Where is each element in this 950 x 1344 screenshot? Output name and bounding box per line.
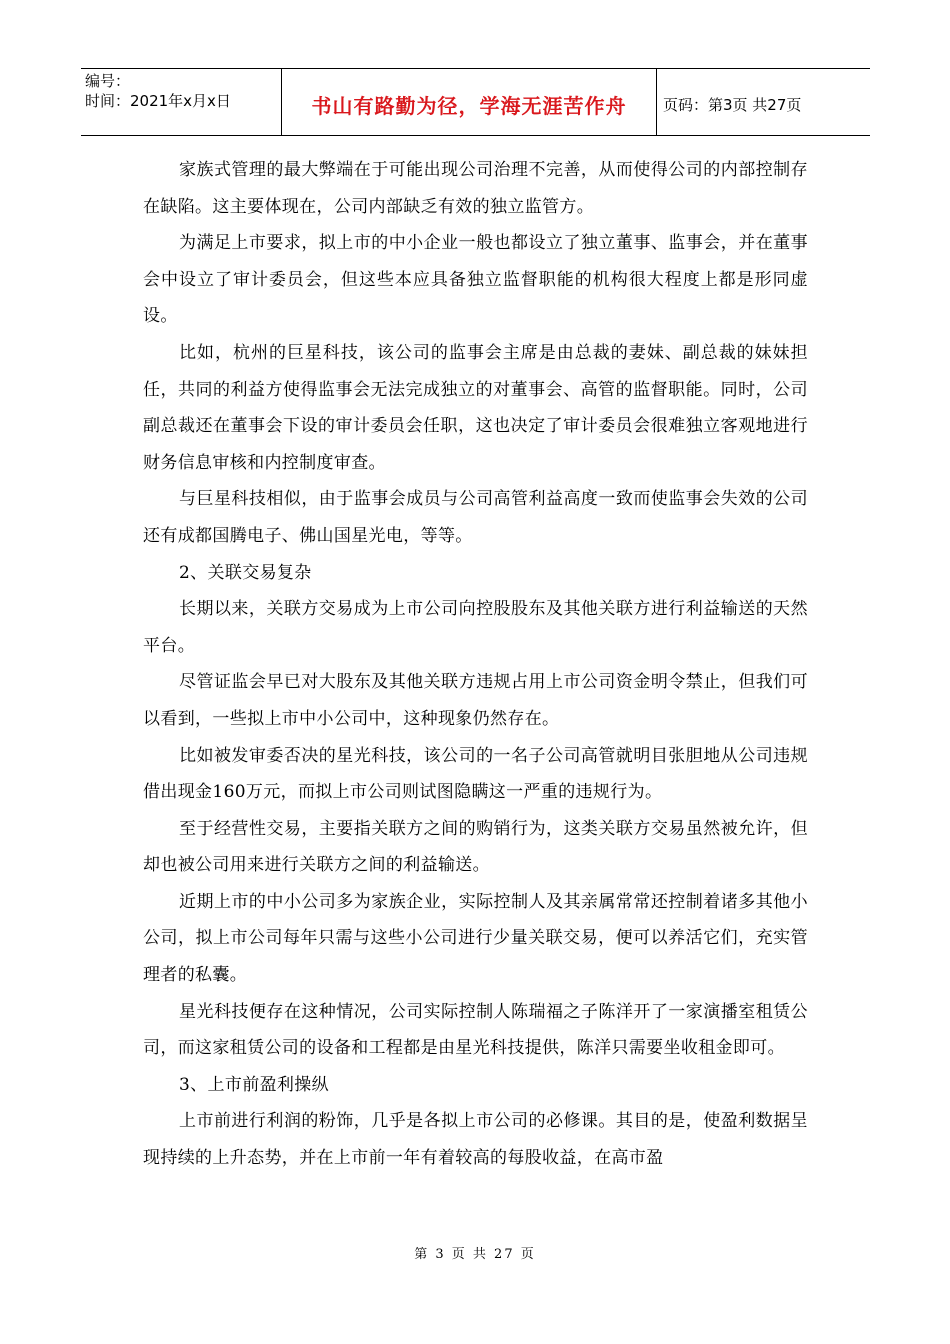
paragraph: 近期上市的中小公司多为家族企业，实际控制人及其亲属常常还控制着诸多其他小公司，拟上市公司每年只需与这些小公司进行少量关联交易，便可以养活它们，充实管理者的私囊。 <box>143 891 808 986</box>
paragraph: 为满足上市要求，拟上市的中小企业一般也都设立了独立董事、监事会，并在董事会中设立了审计委员会，但这些本应具备独立监督职能的机构很大程度上都是形同虚设。 <box>143 233 808 327</box>
page-header <box>81 68 870 136</box>
section-heading: 2、关联交易复杂 <box>179 562 312 583</box>
header-meta <box>81 69 281 135</box>
paragraph: 星光科技便存在这种情况，公司实际控制人陈瑞福之子陈洋开了一家演播室租赁公司，而这家租赁公司的设备和工程都是由星光科技提供，陈洋只需要坐收租金即可。 <box>143 1001 808 1059</box>
header-page-cell <box>657 69 870 135</box>
paragraph: 上市前进行利润的粉饰，几乎是各拟上市公司的必修课。其目的是，使盈利数据呈现持续的上升态势，并在上市前一年有着较高的每股收益，在高市盈 <box>143 1111 808 1169</box>
paragraph: 与巨星科技相似，由于监事会成员与公司高管利益高度一致而使监事会失效的公司还有成都国腾电子、佛山国星光电，等等。 <box>143 489 808 546</box>
paragraph: 比如被发审委否决的星光科技，该公司的一名子公司高管就明目张胆地从公司违规借出现金160万元，而拟上市公司则试图隐瞒这一严重的违规行为。 <box>143 745 808 803</box>
document-body <box>143 152 808 1177</box>
page-label: 页码：第3页 共27页 <box>663 95 802 114</box>
section-heading: 3、上市前盈利操纵 <box>179 1074 329 1095</box>
page-footer: 第 3 页 共 27 页 <box>414 1247 536 1262</box>
motto-text: 书山有路勤为径，学海无涯苦作舟 <box>311 93 627 118</box>
header-motto-cell <box>281 69 657 135</box>
paragraph: 长期以来，关联方交易成为上市公司向控股股东及其他关联方进行利益输送的天然平台。 <box>143 599 808 656</box>
paragraph: 至于经营性交易，主要指关联方之间的购销行为，这类关联方交易虽然被允许，但却也被公司用来进行关联方之间的利益输送。 <box>143 818 808 876</box>
paragraph: 尽管证监会早已对大股东及其他关联方违规占用上市公司资金明令禁止，但我们可以看到，一些拟上市中小公司中，这种现象仍然存在。 <box>143 672 808 729</box>
paragraph: 家族式管理的最大弊端在于可能出现公司治理不完善，从而使得公司的内部控制存在缺陷。这主要体现在，公司内部缺乏有效的独立监管方。 <box>143 160 808 217</box>
time-label: 时间：2021年x月x日 <box>85 92 231 110</box>
paragraph: 比如，杭州的巨星科技，该公司的监事会主席是由总裁的妻妹、副总裁的妹妹担任，共同的利益方使得监事会无法完成独立的对董事会、高管的监督职能。同时，公司副总裁还在董事会下设的审计委员会任职，这也决定了审计委员会很难独立客观地进行财务信息审核和内控制度审查。 <box>143 342 808 473</box>
number-label: 编号： <box>85 72 131 90</box>
